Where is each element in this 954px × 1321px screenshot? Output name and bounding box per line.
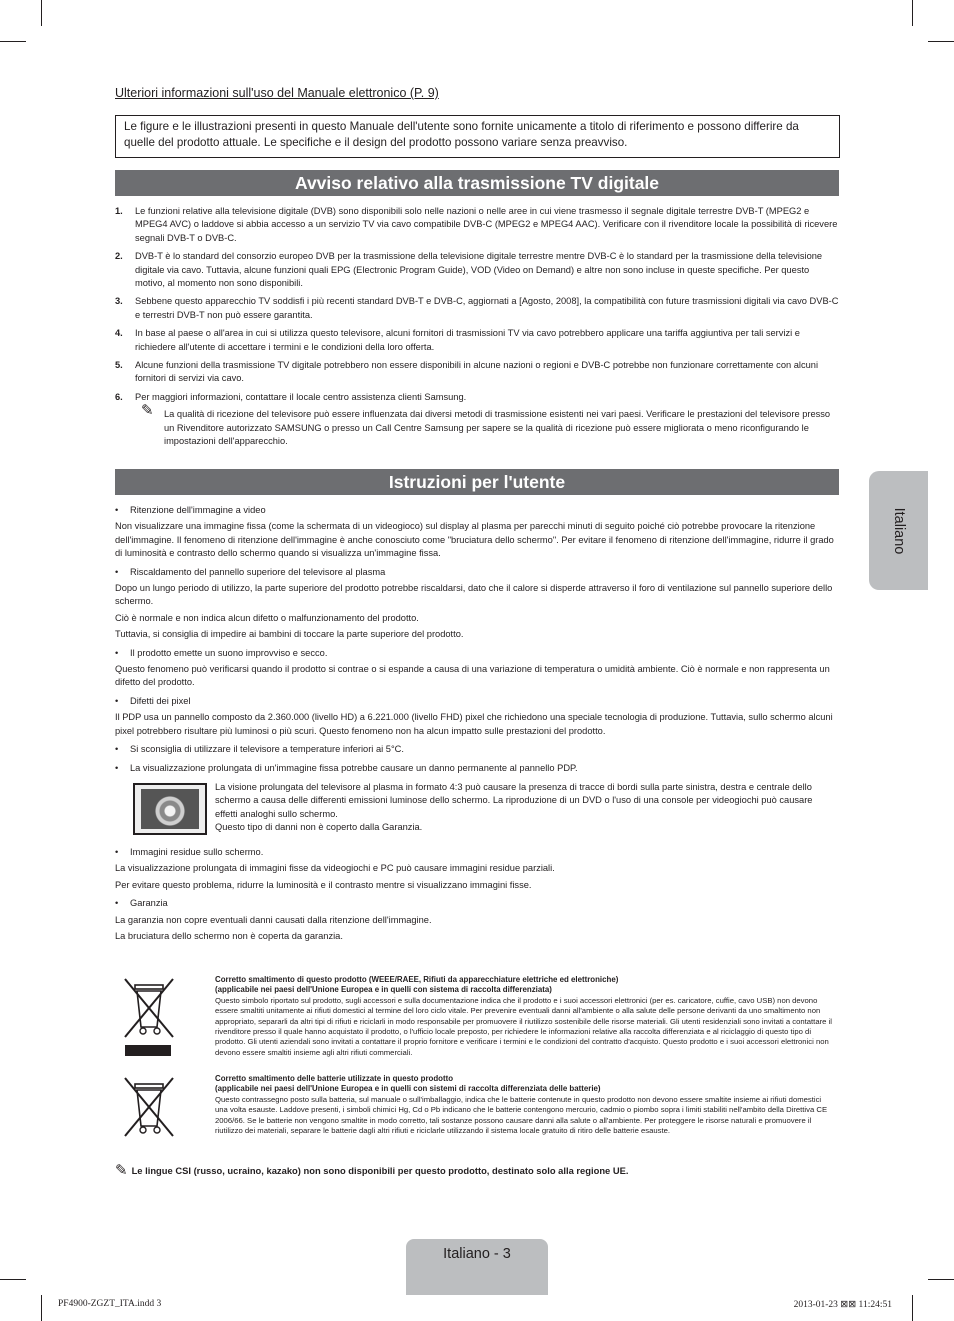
crop-mark [41,0,42,26]
reception-note: ✎ La qualità di ricezione del televisore può essere influenzata dai diversi metodi di trasmissione esistenti nei vari paesi. Verificare le prestazioni del televisore presso un Rivenditore autorizzato SAMSUNG o presso un Call Centre Samsung per sapere se la qualità di ricezione può essere migliorata o meno riconfigurando le impostazioni dell'apparecchio. [141,402,831,447]
crop-mark [0,1279,26,1280]
bullet-heading: • La visualizzazione prolungata di un'immagine fissa potrebbe causare un danno permanente al pannello PDP. [115,762,839,775]
page-number: Italiano - 3 [406,1239,548,1295]
bullet-heading: • Difetti dei pixel [115,695,839,708]
crop-mark [928,41,954,42]
paragraph: Questo fenomeno può verificarsi quando il prodotto si contrae o si espande a causa di una variazione di temperatura o umidità ambiente. Ciò è normale e non rappresenta un difetto del prodotto. [115,664,830,688]
footer-timestamp: 2013-01-23 ⊠⊠ 11:24:51 [793,1300,892,1310]
list-item: 1. Le funzioni relative alla televisione digitale (DVB) sono disponibili solo nelle nazioni o nelle aree in cui viene trasmesso il segnale digitale terrestre DVB-T (MPEG2 e MPEG4 AVC) o laddove si abbia accesso a un servizio TV via cavo compatibile DVB-C (MPEG2 e MPEG4 AAC). Verificare con il rivenditore locale la possibilità di ricevere segnali DVB-T o DVB-C. [115,206,838,243]
crossed-bin-icon [121,975,177,1059]
list-item: 2. DVB-T è lo standard del consorzio europeo DVB per la trasmissione della televisione digitale terrestre mentre DVB-C è lo standard per la trasmissione della televisione digitale via cavo. Tuttavia, alcune funzioni quali EPG (Electronic Program Guide), VOD (Video on Demand) e altre non sono incluse in queste specifiche. Per questo motivo, al momento non sono disponibili. [115,251,823,289]
crop-mark [928,1279,954,1280]
pdp-warning [115,781,839,841]
bullet-heading: • Immagini residue sullo schermo. [115,846,839,859]
crop-mark [0,41,26,42]
list-item: 4. In base al paese o all'area in cui si utilizza questo televisore, alcuni fornitori di trasmissioni TV via cavo potrebbero applicare una tariffa aggiuntiva per tali servizi e richiedere all'utente di accettare i termini e le condizioni della loro offerta. [115,328,800,352]
bullet-heading: • Il prodotto emette un suono improvviso e secco. [115,647,839,660]
list-item: 6. Per maggiori informazioni, contattare il locale centro assistenza clienti Samsung. ✎ La qualità di ricezione del televisore può essere influenzata dai diversi metodi di trasmissione esistenti nei vari paesi. Verificare le prestazioni del televisore presso un Rivenditore autorizzato SAMSUNG o presso un Call Centre Samsung per sapere se la qualità di ricezione può essere migliorata o meno riconfigurando le impostazioni dell'apparecchio. [115,391,839,449]
paragraph: Dopo un lungo periodo di utilizzo, la parte superiore del prodotto potrebbe riscaldarsi, dato che il calore si disperde attraverso il foro di ventilazione sul pannello superiore dello schermo. [115,583,833,607]
paragraph: Non visualizzare una immagine fissa (come la schermata di un videogioco) sul display al plasma per parecchi minuti di seguito poiché ciò potrebbe provocare la ritenzione dell'immagine. Il fenomeno di ritenzione dell'immagine è anche conosciuto come "bruciatura dello schermo". Per evitare il fenomeno di ritenzione dell'immagine, ridurre il grado di luminosità e contrasto dello schermo quando si visualizza un'immagine fissa. [115,521,834,559]
e-manual-link[interactable]: Ulteriori informazioni sull'uso del Manuale elettronico (P. 9) [115,86,439,100]
language-side-tab: Italiano [869,471,928,590]
crop-mark [912,1295,913,1321]
user-instructions [115,504,839,946]
list-item: 3. Sebbene questo apparecchio TV soddisfi i più recenti standard DVB-T e DVB-C, aggiornati a [Agosto, 2008], la compatibilità con future trasmissioni digitali via cavo DVB-C e terrestri DVB-T non può essere garantita. [115,296,839,320]
list-item: 5. Alcune funzioni della trasmissione TV digitale potrebbero non essere disponibili in alcune nazioni o regioni e DVB-C potrebbe non funzionare correttamente con alcuni fornitori di servizi via cavo. [115,360,819,384]
paragraph: Tuttavia, si consiglia di impedire ai bambini di toccare la parte superiore del prodotto. [115,629,464,640]
paragraph: Ciò è normale e non indica alcun difetto o malfunzionamento del prodotto. [115,612,419,623]
paragraph: La bruciatura dello schermo non è coperta da garanzia. [115,930,343,941]
crossed-bin-icon [121,1074,177,1140]
footer-filename: PF4900-ZGZT_ITA.indd 3 [58,1299,162,1309]
notice-box: Le figure e le illustrazioni presenti in questo Manuale dell'utente sono fornite unicamente a titolo di riferimento e possono differire da quelle del prodotto attuale. Le specifiche e il design del prodotto possono variare senza preavviso. [115,115,840,158]
pdp-warning-text: La visione prolungata del televisore al plasma in formato 4:3 può causare la presenza di tracce di bordi sulla parte sinistra, destra e centrale dello schermo a causa delle differenti emissioni luminose dello schermo. La riproduzione di un DVD o l'uso di una console per videogiochi può causare effetti analoghi sullo schermo. Questo tipo di danni non è coperto dalla Garanzia. [215,781,813,833]
tv-flower-image [133,783,207,835]
paragraph: La garanzia non copre eventuali danni causati dalla ritenzione dell'immagine. [115,914,432,925]
pencil-note-icon: ✎ [141,402,154,420]
section-title-user: Istruzioni per l'utente [115,469,839,495]
paragraph: Per evitare questo problema, ridurre la luminosità e il contrasto mentre si visualizzano immagini fisse. [115,879,532,890]
paragraph: Il PDP usa un pannello composto da 2.360.000 (livello HD) a 6.221.000 (livello FHD) pixel che richiedono una speciale tecnologia di produzione. Tuttavia, sullo schermo alcuni pixel potrebbero risultare più luminosi o più scuri. Questo fenomeno non ha alcun impatto sulle prestazioni del prodotto. [115,712,833,736]
bullet-heading: • Si sconsiglia di utilizzare il televisore a temperature inferiori ai 5°C. [115,743,839,756]
section-title-digital: Avviso relativo alla trasmissione TV digitale [115,170,839,196]
bullet-heading: • Garanzia [115,897,839,910]
bullet-heading: • Ritenzione dell'immagine a video [115,504,839,517]
pencil-note-icon: ✎ [115,1162,128,1179]
battery-text: Corretto smaltimento delle batterie utilizzate in questo prodotto (applicabile nei paesi dell'Unione Europea e in quelli con sistemi di raccolta differenziata delle batterie) Questo contrassegno posto sulla batteria, sul manuale o sull'imballaggio, indica che le batterie contenute in questo prodotto non devono essere smaltite insieme ai rifiuti domestici una volta esauste. Laddove presenti, i simboli chimici Hg, Cd o Pb indicano che le batterie contengono mercurio, cadmio o piombo sopra i limiti stabiliti nell'ambito della Direttiva CE 2006/66. Se le batterie non vengono smaltite in modo corretto, tali sostanze possono causare danni alla salute o all'ambiente. Per proteggere le risorse naturali e promuovere il riutilizzo dei materiali, separare le batterie dagli altri rifiuti e riciclarle utilizzando il sistema locale gratuito di ritiro delle batterie esauste. [215,1074,828,1136]
csi-note: ✎ Le lingue CSI (russo, ucraino, kazako) non sono disponibili per questo prodotto, destinato solo alla regione UE. [115,1162,629,1179]
crop-mark [912,0,913,26]
digital-list [115,205,839,454]
crop-mark [41,1295,42,1321]
weee-text: Corretto smaltimento di questo prodotto (WEEE/RAEE, Rifiuti da apparecchiature elettriche ed elettroniche) (applicabile nei paesi dell'Unione Europea e in quelli con sistema di raccolta differenziata) Questo simbolo riportato sul prodotto, sugli accessori e sulla documentazione indica che il prodotto e i suoi accessori elettronici (per es. caricatore, cuffie, cavo USB) non devono essere smaltiti unitamente ai rifiuti domestici al termine del loro ciclo vitale. Per prevenire eventuali danni all'ambiente o alla salute delle persone derivanti da uno smaltimento non appropriato, separarli da altri tipi di rifiuti e riciclarli in modo responsabile per promuovere il riutilizzo sostenibile delle risorse materiali. Gli utenti residenziali sono invitati a contattare il rivenditore presso il quale hanno acquistato il prodotto, o l'ufficio locale preposto, per richiedere le informazioni relative alla raccolta differenziata e al riciclaggio di questo tipo di prodotto. Gli utenti aziendali sono invitati a contattare il proprio fornitore e verificare i termini e le condizioni del contratto d'acquisto. Questo prodotto e i suoi accessori elettronici non devono essere smaltiti insieme agli altri rifiuti commerciali. [215,975,832,1057]
paragraph: La visualizzazione prolungata di immagini fisse da videogiochi e PC può causare immagini residue parziali. [115,863,555,874]
bullet-heading: • Riscaldamento del pannello superiore del televisore al plasma [115,566,839,579]
